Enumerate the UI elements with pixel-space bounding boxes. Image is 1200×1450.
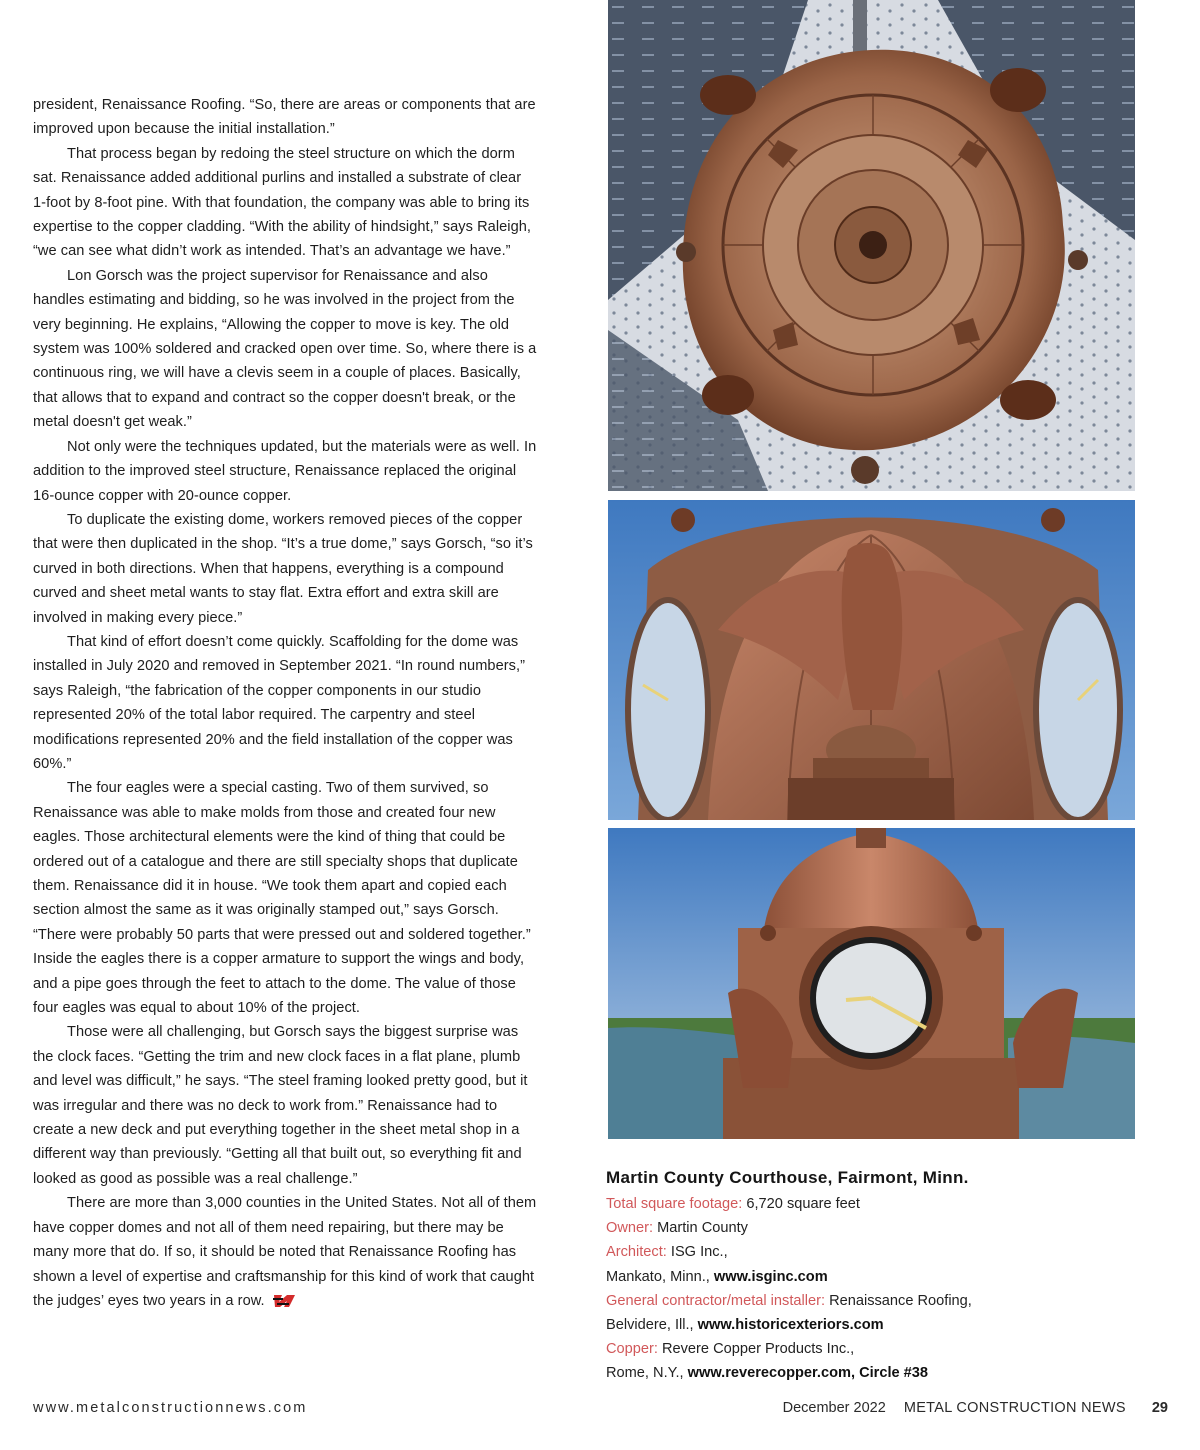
eagle-photo xyxy=(608,500,1135,820)
article-paragraph-text: There are more than 3,000 counties in the United States. Not all of them have copper domes and not all of them need repairing, but there may be many more that do. If so, it should be noted that Renaissance Roofing has shown a level of expertise and craftsmanship for this kind of work that caught the judges’ eyes two years in a row. xyxy=(33,1195,537,1309)
mcn-endmark-icon xyxy=(271,1292,297,1310)
issue-date: December 2022 xyxy=(782,1400,886,1416)
copper-eagle-photo xyxy=(608,500,1135,820)
architect-label: Architect: xyxy=(606,1244,667,1261)
article-paragraph: president, Renaissance Roofing. “So, there are areas or components that are improved upon because the initial installation.” xyxy=(33,97,536,138)
footage-value: 6,720 square feet xyxy=(746,1196,860,1212)
article-last-paragraph xyxy=(33,1191,538,1313)
owner-value: Martin County xyxy=(657,1220,748,1237)
copper-value: Revere Copper Products Inc., xyxy=(661,1341,855,1358)
magazine-name: METAL CONSTRUCTION NEWS xyxy=(903,1400,1126,1416)
overhead-dome-photo xyxy=(608,0,1135,491)
copper-label: Copper: xyxy=(606,1341,658,1358)
copper-location: Rome, N.Y., xyxy=(606,1365,684,1382)
owner-label: Owner: xyxy=(606,1220,654,1237)
gc-value: Renaissance Roofing, xyxy=(829,1292,972,1309)
gc-label: General contractor/metal installer: xyxy=(606,1292,825,1309)
gc-location-row xyxy=(606,1313,1166,1337)
article-paragraph: The four eagles were a special casting. Two of them survived, so Renaissance was able to make molds from those and created four new eagles. Those architectural elements were the kind of thing that could be ordered out of a catalogue and there are still specialty shops that duplicate them. Renaissance did it in house. “We took them apart and copied each section almost the same as it was originally stamped out,” says Gorsch. “There were probably 50 parts that were pressed out and soldered together.” Inside the eagles there is a copper armature to support the wings and body, and a pipe goes through the feet to attach to the dome. The value of those four eagles was equal to about 10% of the project. xyxy=(33,780,531,1017)
article-paragraph: Those were all challenging, but Gorsch says the biggest surprise was the clock faces. “Getting the trim and new clock faces in a flat plane, plumb and level was difficult,” he says. “The steel framing looked pretty good, but it was irregular and there was no deck to work from.” Renaissance had to create a new deck and put everything together in the sheet metal shop in a different way than previously. “Getting all that built out, so everything fit and looked as good as possible was a real challenge.” xyxy=(33,1024,528,1187)
page-number: 29 xyxy=(1151,1400,1168,1416)
footage-label: Total square footage: xyxy=(606,1196,743,1212)
copper-url-link[interactable]: www.reverecopper.com, Circle #38 xyxy=(687,1365,929,1382)
article-paragraph: Not only were the techniques updated, but the materials were as well. In addition to the improved steel structure, Renaissance replaced the original 16-ounce copper with 20-ounce copper. xyxy=(33,438,537,504)
copper-location-row xyxy=(606,1361,1166,1385)
article-paragraph: That process began by redoing the steel structure on which the dorm sat. Renaissance added additional purlins and installed a substrate of clear 1-foot by 8-foot pine. With that foundation, the company was able to bring its expertise to the copper cladding. “With the ability of hindsight,” says Raleigh, “we can see what didn’t work as intended. That’s an advantage we have.” xyxy=(33,145,532,260)
project-title: Martin County Courthouse, Fairmont, Minn. xyxy=(606,1168,969,1187)
project-info-box xyxy=(606,1166,1166,1386)
footage-row xyxy=(606,1192,1166,1216)
copper-clock-dome-photo xyxy=(608,828,1135,1139)
footer-website-link[interactable]: www.metalconstructionnews.com xyxy=(33,1400,308,1416)
clock-dome-photo xyxy=(608,828,1135,1139)
page-footer xyxy=(33,1400,1168,1420)
gc-url-link[interactable]: www.historicexteriors.com xyxy=(697,1317,884,1334)
architect-url-link[interactable]: www.isginc.com xyxy=(713,1268,828,1285)
copper-dome-aerial-photo xyxy=(608,0,1135,491)
architect-location: Mankato, Minn., xyxy=(606,1268,710,1285)
architect-location-row xyxy=(606,1265,1166,1289)
architect-value: ISG Inc., xyxy=(670,1244,728,1261)
architect-row xyxy=(606,1240,1166,1264)
article-paragraph: That kind of effort doesn’t come quickly. Scaffolding for the dome was installed in July 2020 and removed in September 2021. “In round numbers,” says Raleigh, “the fabrication of the copper components in our studio represented 20% of the total labor required. The carpentry and steel modifications represented 20% and the field installation of the copper was 60%.” xyxy=(33,633,526,772)
copper-row xyxy=(606,1337,1166,1361)
gc-row xyxy=(606,1289,1166,1313)
owner-row xyxy=(606,1216,1166,1240)
article-paragraph: Lon Gorsch was the project supervisor for Renaissance and also handles estimating and bidding, so he was involved in the project from the very beginning. He explains, “Allowing the copper to move is key. The old system was 100% soldered and cracked open over time. So, where there is a continuous ring, we will have a clevis seem in a couple of places. Basically, that allows that to expand and contract so the copper doesn't break, or the metal doesn't get weak.” xyxy=(33,267,537,431)
gc-location: Belvidere, Ill., xyxy=(606,1317,694,1334)
article-body xyxy=(33,93,538,1313)
article-paragraph: To duplicate the existing dome, workers removed pieces of the copper that were then duplicated in the shop. “It’s a true dome,” says Gorsch, “so it’s curved in both directions. When that happens, everything is a compound curved and sheet metal wants to stay flat. Extra effort and extra skill are involved in making every piece.” xyxy=(33,511,533,626)
footer-right xyxy=(783,1400,1168,1416)
